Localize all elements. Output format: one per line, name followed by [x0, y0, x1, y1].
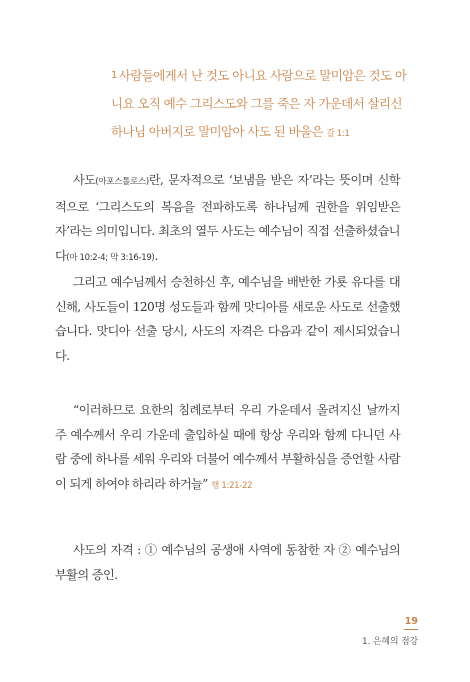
verse-reference: 갈 1:1	[326, 129, 350, 139]
p1-greek-term: (아포스톨로스)	[95, 177, 149, 187]
paragraph-matthias	[55, 270, 400, 368]
p2-body: 그리고 예수님께서 승천하신 후, 예수님을 배반한 가룟 유다를 대신해, 사도들이 120명 성도들과 함께 맛디아를 새로운 사도로 선출했습니다. 맛디아 선출 당시, 사도의 자격은 다음과 같이 제시되었습니다.	[55, 275, 400, 363]
p1-reference: (마 10:2-4; 막 3:16-19)	[66, 252, 155, 263]
page-number-rule	[404, 629, 418, 630]
p4-body: 사도의 자격 : ① 예수님의 공생애 사역에 동참한 자 ② 예수님의 부활의 증인.	[55, 543, 400, 582]
paragraph-acts-quote	[55, 398, 400, 498]
verse-number: 1	[111, 70, 117, 81]
p3-body: “이러하므로 요한의 침례로부터 우리 가운데서 올려지신 날까지 주 예수께서 우리 가운데 출입하실 때에 항상 우리와 함께 다니던 사람 중에 하나를 세워 우리와 더불어 예수께서 부활하심을 증언할 사람이 되게 하여야 하리라 하거늘”	[55, 403, 400, 491]
chapter-title: 1. 은혜의 점강	[362, 637, 418, 647]
p1-end: .	[154, 248, 158, 263]
paragraph-qualifications	[55, 538, 400, 587]
p1-body: 란, 문자적으로 ‘보냄을 받은 자’라는 뜻이며 신학적으로 ‘그리스도의 복음을 전파하도록 하나님께 권한을 위임받은 자’라는 의미입니다. 최초의 열두 사도는 예수님이 직접 선출하셨습니다	[55, 173, 400, 263]
verse-quote	[111, 62, 416, 148]
paragraph-apostle-definition	[55, 168, 400, 270]
page-footer	[362, 616, 418, 647]
verse-text: 사람들에게서 난 것도 아니요 사람으로 말미암은 것도 아니요 오직 예수 그리스도와 그를 죽은 자 가운데서 살리신 하나님 아버지로 말미암아 사도 된 바울은	[111, 68, 407, 139]
p3-reference: 행 1:21-22	[211, 480, 253, 491]
page-number: 19	[404, 616, 418, 627]
p1-term: 사도	[73, 173, 96, 187]
